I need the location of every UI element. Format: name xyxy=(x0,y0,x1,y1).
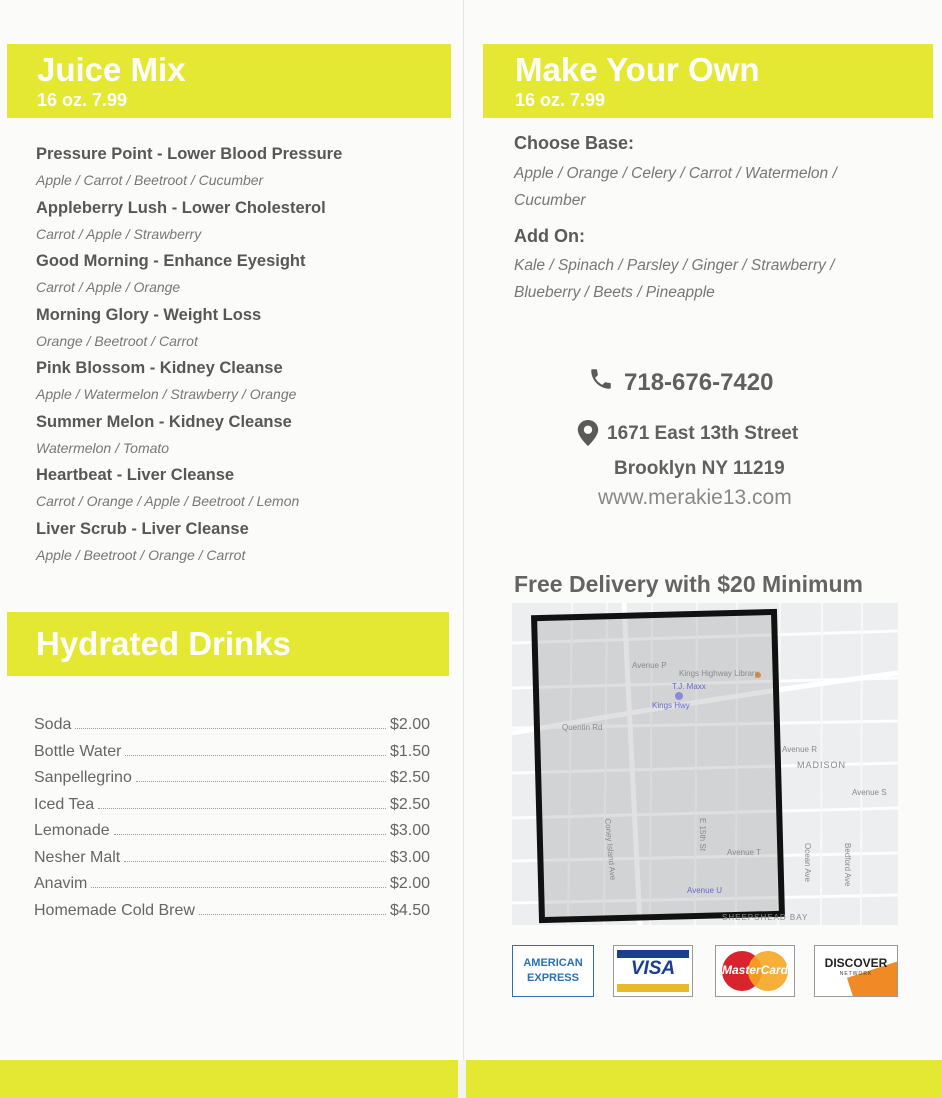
mastercard-card xyxy=(715,945,795,997)
map-label-avenue-s: Avenue S xyxy=(852,788,887,797)
juice-name: Heartbeat - Liver Cleanse xyxy=(36,466,235,484)
juice-ingredients: Carrot / Apple / Strawberry xyxy=(36,225,202,242)
map-label-avenue-p: Avenue P xyxy=(632,661,667,670)
mastercard-label: MasterCard xyxy=(721,963,789,977)
drink-price: $2.00 xyxy=(389,716,430,733)
map-label-ocean-ave: Ocean Ave xyxy=(803,843,812,882)
delivery-map xyxy=(512,603,898,925)
price-row xyxy=(34,822,430,849)
juice-mix-title: Juice Mix xyxy=(37,51,186,88)
fold-line xyxy=(463,0,464,1098)
map-label-coney-island-ave: Coney Island Ave xyxy=(603,818,618,881)
juice-name: Appleberry Lush - Lower Cholesterol xyxy=(36,198,326,217)
price-row xyxy=(34,875,430,902)
dot-leader xyxy=(91,887,386,888)
drink-price: $3.00 xyxy=(389,848,430,866)
drink-price: $2.50 xyxy=(389,769,430,786)
dot-leader xyxy=(114,834,386,835)
drink-price: $1.50 xyxy=(389,742,430,760)
price-row xyxy=(34,743,430,770)
map-pin-icon xyxy=(577,420,599,455)
map-label-quentin-rd: Quentin Rd xyxy=(562,723,603,732)
hydrated-drinks-list xyxy=(34,716,430,928)
map-label-avenue-u: Avenue U xyxy=(687,886,722,895)
juice-name: Morning Glory - Weight Loss xyxy=(36,305,262,324)
price-row xyxy=(34,902,430,929)
discover-sub: NETWORK xyxy=(839,971,873,977)
juice-mix-list xyxy=(36,141,436,569)
hydrated-drinks-banner xyxy=(7,612,449,676)
juice-name: Good Morning - Enhance Eyesight xyxy=(36,252,306,270)
map-label-kings-hwy: Kings Hwy xyxy=(652,701,690,710)
phone-icon xyxy=(588,366,614,399)
dot-leader xyxy=(125,755,386,756)
addon-heading: Add On: xyxy=(514,226,585,246)
price-row xyxy=(34,849,430,876)
base-heading: Choose Base: xyxy=(514,133,635,153)
amex-line2: EXPRESS xyxy=(527,972,579,984)
map-label-tjmaxx: T.J. Maxx xyxy=(672,682,706,691)
juice-mix-banner xyxy=(7,44,451,118)
phone-number[interactable]: 718-676-7420 xyxy=(624,368,774,396)
juice-name: Summer Melon - Kidney Cleanse xyxy=(36,412,292,431)
drink-name: Sanpellegrino xyxy=(34,769,132,786)
delivery-zone xyxy=(534,612,782,920)
website-link[interactable]: www.merakie13.com xyxy=(598,486,792,509)
list-item xyxy=(36,248,436,302)
juice-ingredients: Apple / Carrot / Beetroot / Cucumber xyxy=(36,172,264,188)
juice-name: Pressure Point - Lower Blood Pressure xyxy=(36,145,343,163)
drink-price: $2.00 xyxy=(389,875,430,892)
dot-leader xyxy=(75,728,386,729)
drink-name: Nesher Malt xyxy=(34,848,121,866)
map-label-library: Kings Highway Library xyxy=(679,669,759,678)
map-label-madison: MADISON xyxy=(797,760,847,770)
juice-ingredients: Carrot / Apple / Orange xyxy=(36,279,181,295)
visa-card xyxy=(613,945,693,997)
dot-leader xyxy=(124,861,386,862)
address-block xyxy=(577,420,798,483)
drink-name: Homemade Cold Brew xyxy=(34,901,195,919)
list-item xyxy=(36,462,436,516)
amex-line1: AMERICAN xyxy=(523,957,583,969)
delivery-title: Free Delivery with $20 Minimum xyxy=(514,571,863,597)
map-label-avenue-t: Avenue T xyxy=(727,848,761,857)
dot-leader xyxy=(199,914,386,915)
drink-name: Anavim xyxy=(34,875,88,892)
drink-price: $3.00 xyxy=(389,822,430,839)
drink-price: $4.50 xyxy=(389,901,430,919)
amex-card xyxy=(512,945,594,997)
list-item xyxy=(36,355,436,409)
drink-name: Iced Tea xyxy=(34,795,95,813)
addon-options: Kale / Spinach / Parsley / Ginger / Strawberry / Blueberry / Beets / Pineapple xyxy=(514,257,835,301)
price-row xyxy=(34,716,430,743)
map-label-sheepshead: SHEEPSHEAD BAY xyxy=(722,913,809,922)
juice-ingredients: Watermelon / Tomato xyxy=(36,439,170,456)
list-item xyxy=(36,195,436,249)
juice-name: Pink Blossom - Kidney Cleanse xyxy=(36,359,283,377)
juice-mix-subtitle: 16 oz. 7.99 xyxy=(37,90,128,110)
price-row xyxy=(34,796,430,823)
juice-name: Liver Scrub - Liver Cleanse xyxy=(36,519,249,538)
address-line2: Brooklyn NY 11219 xyxy=(614,458,785,479)
dot-leader xyxy=(98,808,386,809)
juice-ingredients: Orange / Beetroot / Carrot xyxy=(36,332,198,349)
list-item xyxy=(36,409,436,463)
address-line1: 1671 East 13th Street xyxy=(607,423,799,444)
visa-label: VISA xyxy=(630,958,676,979)
hydrated-drinks-title: Hydrated Drinks xyxy=(36,625,291,662)
list-item xyxy=(36,302,436,356)
make-your-own-subtitle: 16 oz. 7.99 xyxy=(515,90,606,110)
map-label-bedford-ave: Bedford Ave xyxy=(843,843,852,887)
price-row xyxy=(34,769,430,796)
fold-gap xyxy=(458,1060,466,1098)
drink-name: Soda xyxy=(34,716,72,733)
list-item xyxy=(36,516,436,570)
make-your-own-title: Make Your Own xyxy=(515,51,760,88)
list-item xyxy=(36,141,436,195)
map-label-avenue-r: Avenue R xyxy=(782,745,817,754)
phone-row xyxy=(588,366,773,399)
drink-name: Lemonade xyxy=(34,822,110,839)
make-your-own-banner xyxy=(483,44,933,118)
juice-ingredients: Apple / Watermelon / Strawberry / Orange xyxy=(36,386,297,402)
drink-name: Bottle Water xyxy=(34,742,122,760)
discover-card xyxy=(814,945,898,997)
discover-label: DISCOVER xyxy=(824,956,888,970)
juice-ingredients: Apple / Beetroot / Orange / Carrot xyxy=(36,546,246,563)
base-options: Apple / Orange / Celery / Carrot / Watermelon / Cucumber xyxy=(514,165,837,209)
bottom-accent-bar xyxy=(0,1060,942,1098)
dot-leader xyxy=(136,781,386,782)
map-label-e15th: E 15th St xyxy=(698,818,707,851)
drink-price: $2.50 xyxy=(389,795,430,813)
juice-ingredients: Carrot / Orange / Apple / Beetroot / Lemon xyxy=(36,493,300,509)
